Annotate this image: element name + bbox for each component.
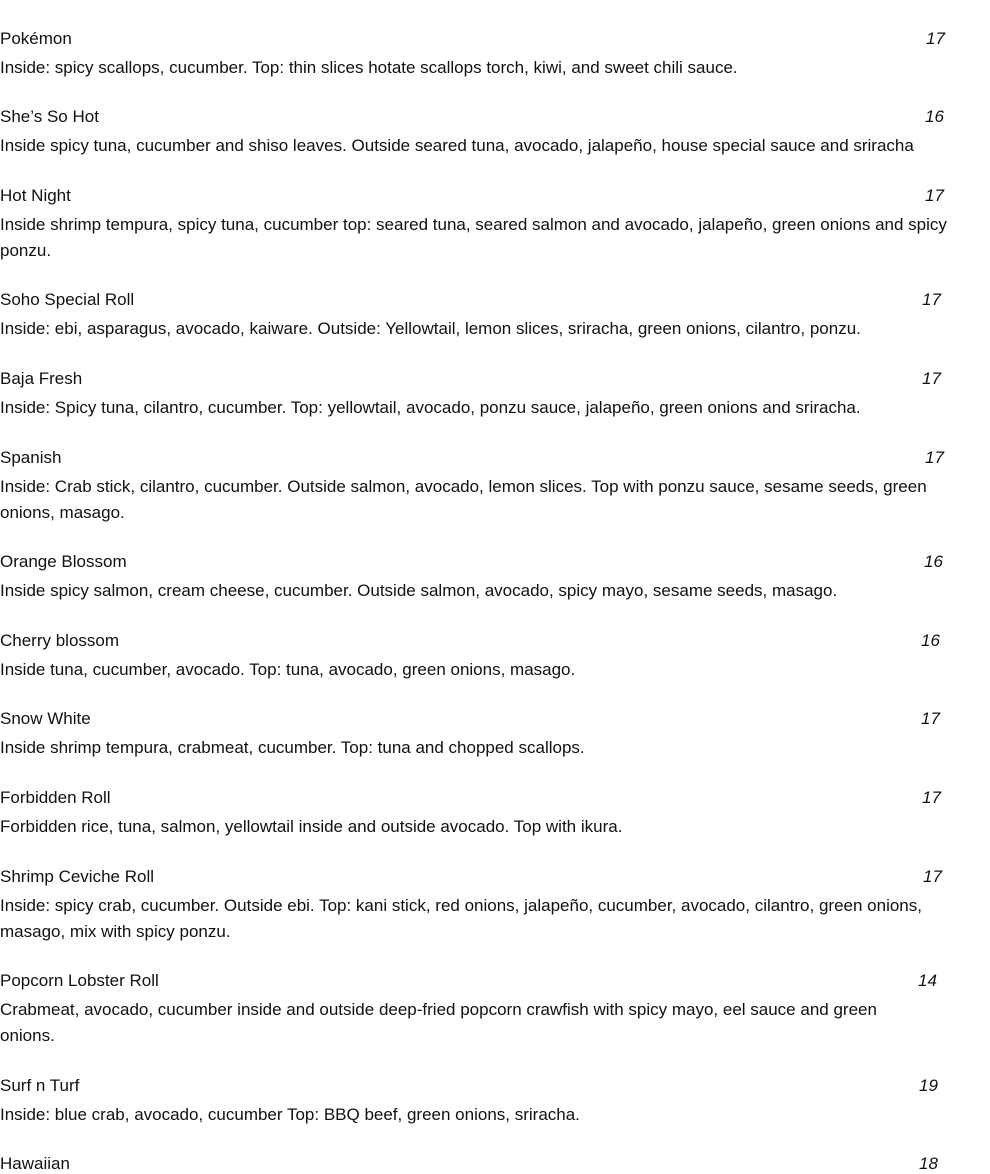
- item-description: Inside spicy tuna, cucumber and shiso leaves. Outside seared tuna, avocado, jalapeño, house special sauce and sriracha: [0, 136, 914, 155]
- item-description: Inside: Spicy tuna, cilantro, cucumber. Top: yellowtail, avocado, ponzu sauce, jalapeño, green onions and sriracha.: [0, 398, 861, 417]
- item-name: Pokémon: [0, 29, 72, 48]
- item-description: Inside: ebi, asparagus, avocado, kaiware. Outside: Yellowtail, lemon slices, sriracha, green onions, cilantro, ponzu.: [0, 319, 861, 338]
- item-name: Snow White: [0, 709, 91, 728]
- item-name: Hawaiian: [0, 1154, 70, 1173]
- item-price: 17: [926, 29, 945, 48]
- item-price: 18: [919, 1154, 938, 1173]
- item-name: She’s So Hot: [0, 107, 99, 126]
- item-name: Cherry blossom: [0, 631, 120, 650]
- item-price: 16: [925, 107, 944, 126]
- item-description: Inside shrimp tempura, spicy tuna, cucumber top: seared tuna, seared salmon and avocado, jalapeño, green onions and spicy ponzu.: [0, 215, 947, 261]
- item-name: Soho Special Roll: [0, 290, 135, 309]
- item-price: 17: [922, 788, 941, 807]
- item-price: 17: [922, 290, 941, 309]
- item-price: 17: [923, 867, 942, 886]
- item-description: Inside: blue crab, avocado, cucumber Top: BBQ beef, green onions, sriracha.: [0, 1105, 580, 1124]
- item-price: 16: [924, 552, 943, 571]
- item-price: 17: [922, 369, 941, 388]
- item-description: Inside: spicy scallops, cucumber. Top: thin slices hotate scallops torch, kiwi, and sweet chili sauce.: [0, 58, 738, 77]
- item-description: Inside: Crab stick, cilantro, cucumber. Outside salmon, avocado, lemon slices. Top with ponzu sauce, sesame seeds, green onions, masago.: [0, 477, 927, 523]
- item-name: Orange Blossom: [0, 552, 127, 571]
- item-name: Baja Fresh: [0, 369, 83, 388]
- item-description: Inside spicy salmon, cream cheese, cucumber. Outside salmon, avocado, spicy mayo, sesame seeds, masago.: [0, 581, 838, 600]
- item-price: 16: [921, 631, 940, 650]
- item-price: 17: [925, 186, 944, 205]
- item-description: Crabmeat, avocado, cucumber inside and outside deep-fried popcorn crawfish with spicy mayo, eel sauce and green onions.: [0, 1000, 877, 1046]
- item-name: Shrimp Ceviche Roll: [0, 867, 154, 886]
- item-description: Inside: spicy crab, cucumber. Outside ebi. Top: kani stick, red onions, jalapeño, cucumber, avocado, cilantro, green onions, masago, mix with spicy ponzu.: [0, 896, 922, 942]
- item-name: Spanish: [0, 448, 62, 467]
- item-price: 19: [919, 1076, 938, 1095]
- item-description: Inside tuna, cucumber, avocado. Top: tuna, avocado, green onions, masago.: [0, 660, 576, 679]
- item-description: Inside shrimp tempura, crabmeat, cucumber. Top: tuna and chopped scallops.: [0, 738, 585, 757]
- item-name: Popcorn Lobster Roll: [0, 971, 159, 990]
- item-name: Surf n Turf: [0, 1076, 80, 1095]
- item-name: Forbidden Roll: [0, 788, 111, 807]
- item-description: Forbidden rice, tuna, salmon, yellowtail inside and outside avocado. Top with ikura.: [0, 817, 623, 836]
- item-name: Hot Night: [0, 186, 71, 205]
- item-price: 14: [918, 971, 937, 990]
- item-price: 17: [921, 709, 940, 728]
- item-price: 17: [925, 448, 944, 467]
